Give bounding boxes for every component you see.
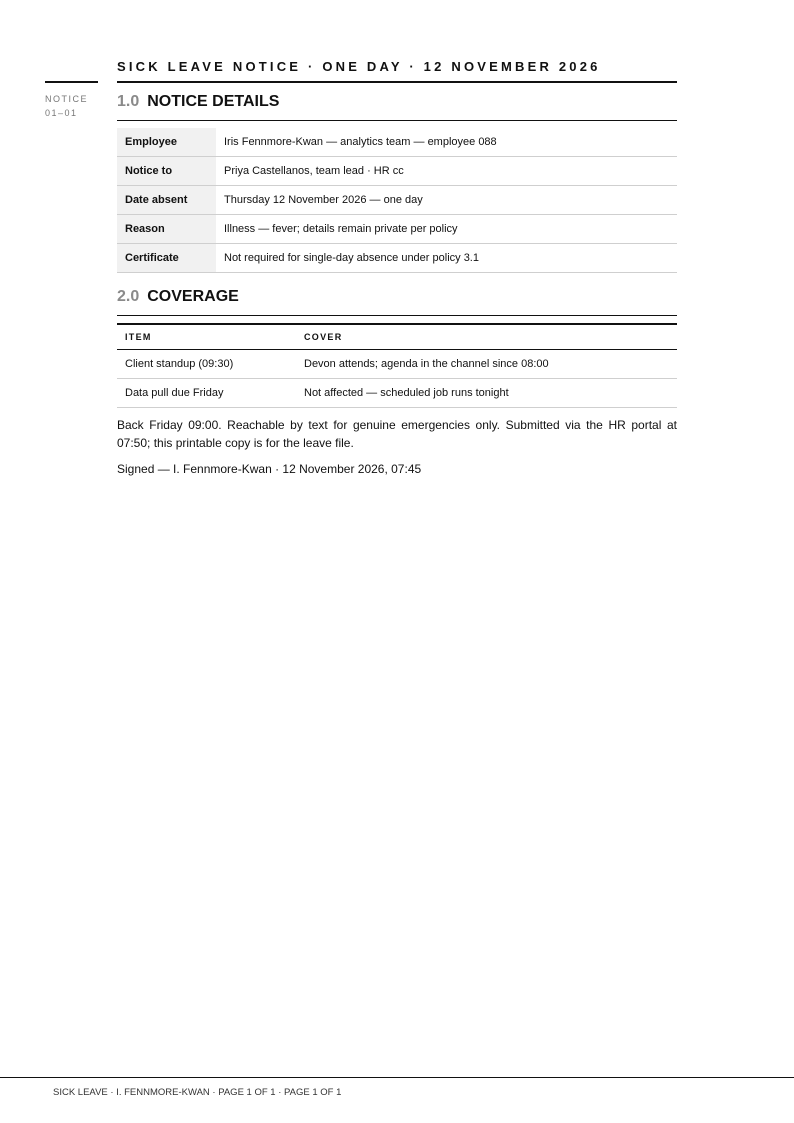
row-value: Priya Castellanos, team lead · HR cc xyxy=(216,157,677,186)
row-label: Notice to xyxy=(117,157,216,186)
coverage-cover: Not affected — scheduled job runs tonight xyxy=(296,379,677,408)
return-note: Back Friday 09:00. Reachable by text for genuine emergencies only. Submitted via the HR portal at 07:50; this printable copy is for the leave file. xyxy=(117,418,677,450)
row-value: Iris Fennmore-Kwan — analytics team — employee 088 xyxy=(216,128,677,157)
section-title: COVERAGE xyxy=(147,288,239,305)
title-rule xyxy=(117,81,677,83)
signature-line: Signed — I. Fennmore-Kwan · 12 November 2026, 07:45 xyxy=(117,462,422,476)
margin-label-line2: 01–01 xyxy=(45,108,78,118)
coverage-item: Data pull due Friday xyxy=(117,379,296,408)
coverage-table xyxy=(117,323,677,408)
section-number: 1.0 xyxy=(117,93,140,110)
margin-rule xyxy=(45,81,98,83)
row-label: Certificate xyxy=(117,244,216,273)
notice-details-table xyxy=(117,128,677,273)
margin-label-line1: NOTICE xyxy=(45,94,89,104)
coverage-cover: Devon attends; agenda in the channel since 08:00 xyxy=(296,350,677,379)
row-value: Not required for single-day absence under policy 3.1 xyxy=(216,244,677,273)
document-title: SICK LEAVE NOTICE · ONE DAY · 12 NOVEMBER 2026 xyxy=(117,59,601,74)
table-row xyxy=(117,350,677,379)
table-row xyxy=(117,157,677,186)
row-label: Reason xyxy=(117,215,216,244)
table-row xyxy=(117,215,677,244)
row-value: Thursday 12 November 2026 — one day xyxy=(216,186,677,215)
row-value: Illness — fever; details remain private per policy xyxy=(216,215,677,244)
table-header-row xyxy=(117,324,677,350)
coverage-item: Client standup (09:30) xyxy=(117,350,296,379)
document-body xyxy=(117,90,677,478)
column-header-cover: COVER xyxy=(296,324,677,350)
footer-rule xyxy=(0,1077,794,1078)
table-row xyxy=(117,186,677,215)
section-heading-coverage xyxy=(117,285,677,316)
table-row xyxy=(117,244,677,273)
margin-notice-label xyxy=(45,92,88,120)
row-label: Date absent xyxy=(117,186,216,215)
column-header-item: ITEM xyxy=(117,324,296,350)
section-title: NOTICE DETAILS xyxy=(147,93,280,110)
table-row xyxy=(117,128,677,157)
section-number: 2.0 xyxy=(117,288,140,305)
page-footer: SICK LEAVE · I. FENNMORE-KWAN · PAGE 1 OF 1 · PAGE 1 OF 1 xyxy=(53,1087,342,1098)
row-label: Employee xyxy=(117,128,216,157)
table-row xyxy=(117,379,677,408)
section-heading-notice-details xyxy=(117,90,677,121)
